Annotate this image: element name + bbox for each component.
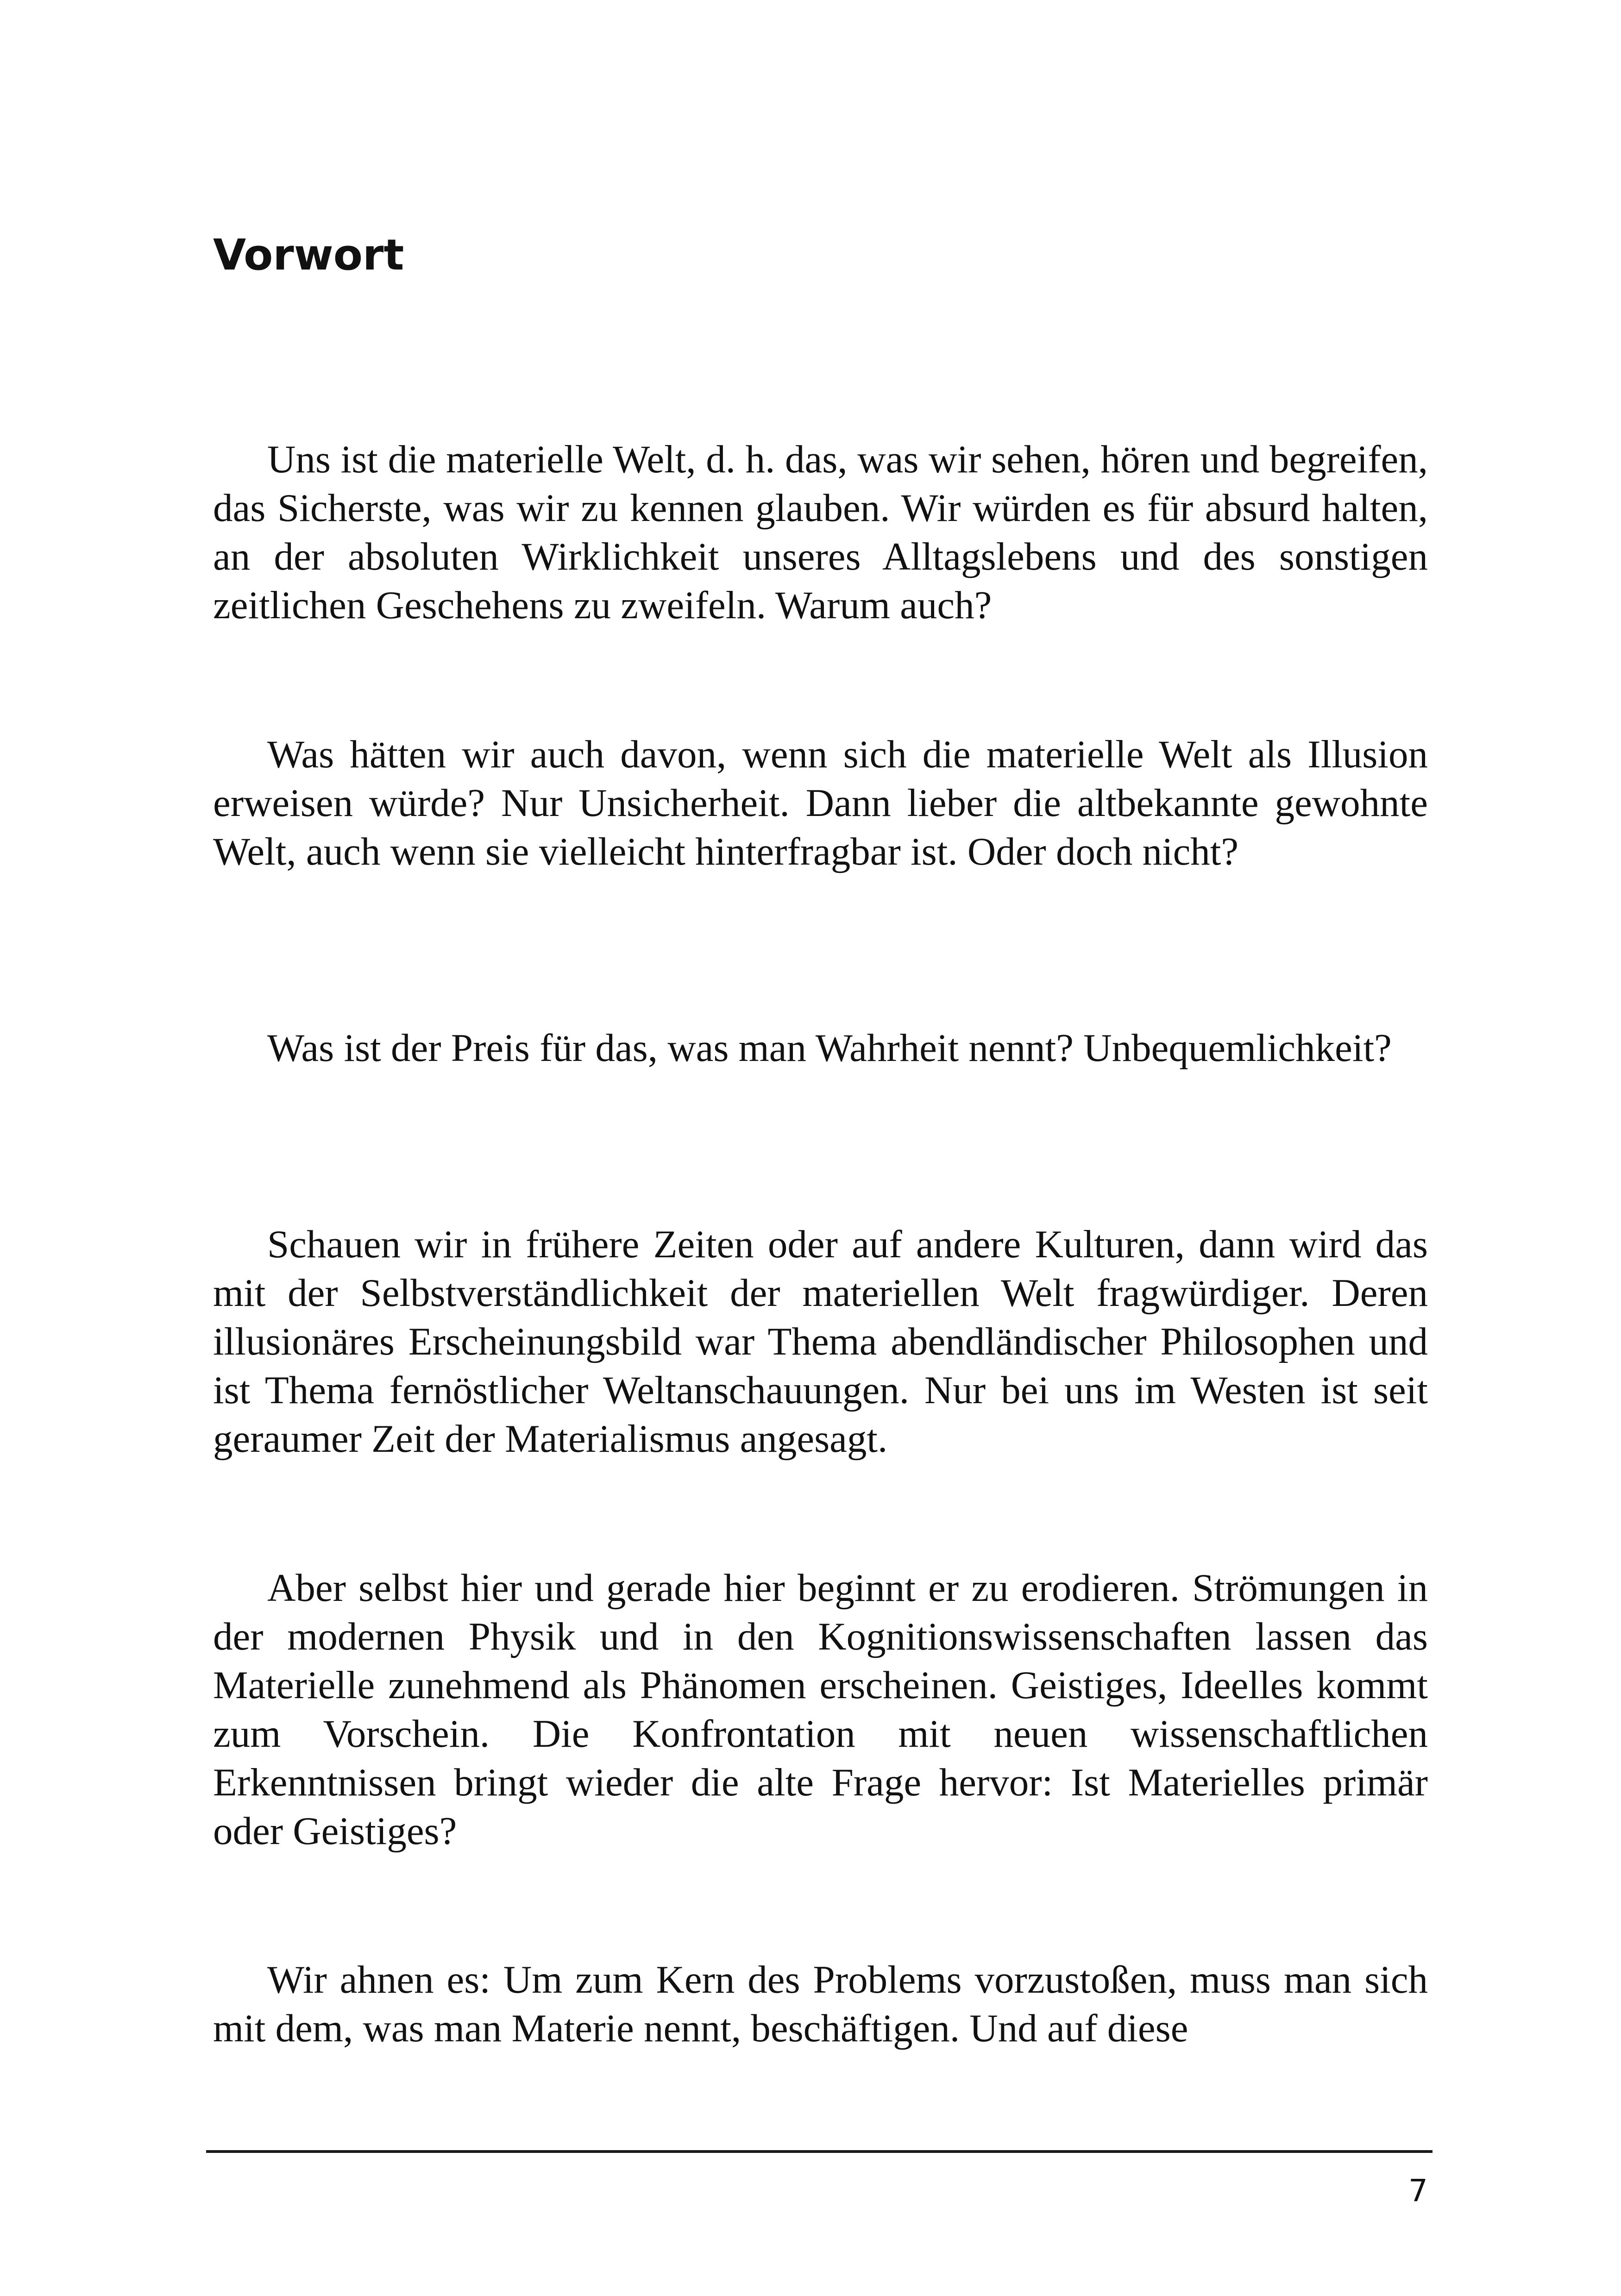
page-number: 7: [1408, 2173, 1428, 2208]
paragraph: Uns ist die materielle Welt, d. h. das, was wir sehen, hören und begreifen, das Sicherste, was wir zu kennen glauben. Wir würden es für absurd halten, an der absoluten Wirklichkeit unseres Alltagslebens und des sonstigen zeitlichen Geschehens zu zweifeln. Warum auch?: [213, 438, 1428, 627]
paragraph: Was hätten wir auch davon, wenn sich die materielle Welt als Illusion erweisen würde? Nur Unsicherheit. Dann lieber die altbekannte gewohnte Welt, auch wenn sie vielleicht hinterfragbar ist. Oder doch nicht?: [213, 733, 1428, 873]
paragraph: Schauen wir in frühere Zeiten oder auf andere Kulturen, dann wird das mit der Selbstverständlichkeit der materiellen Welt fragwürdiger. Deren illusionäres Erscheinungsbild war Thema abendländischer Philosophen und ist Thema fernöstlicher Weltanschauungen. Nur bei uns im Westen ist seit geraumer Zeit der Materialismus angesagt.: [213, 1223, 1428, 1461]
chapter-heading: Vorwort: [213, 230, 404, 280]
paragraph: Aber selbst hier und gerade hier beginnt er zu erodieren. Strömungen in der modernen Physik und in den Kognitionswissenschaften lassen das Materielle zunehmend als Phänomen erscheinen. Geistiges, Ideelles kommt zum Vorschein. Die Konfrontation mit neuen wissenschaftlichen Erkenntnissen bringt wieder die alte Frage hervor: Ist Materielles primär oder Geistiges?: [213, 1566, 1428, 1853]
paragraph: Was ist der Preis für das, was man Wahrheit nennt? Unbequemlichkeit?: [267, 1026, 1392, 1070]
footer-divider: [206, 2150, 1433, 2153]
paragraph: Wir ahnen es: Um zum Kern des Problems vorzustoßen, muss man sich mit dem, was man Materie nennt, beschäftigen. Und auf diese: [213, 1958, 1428, 2050]
